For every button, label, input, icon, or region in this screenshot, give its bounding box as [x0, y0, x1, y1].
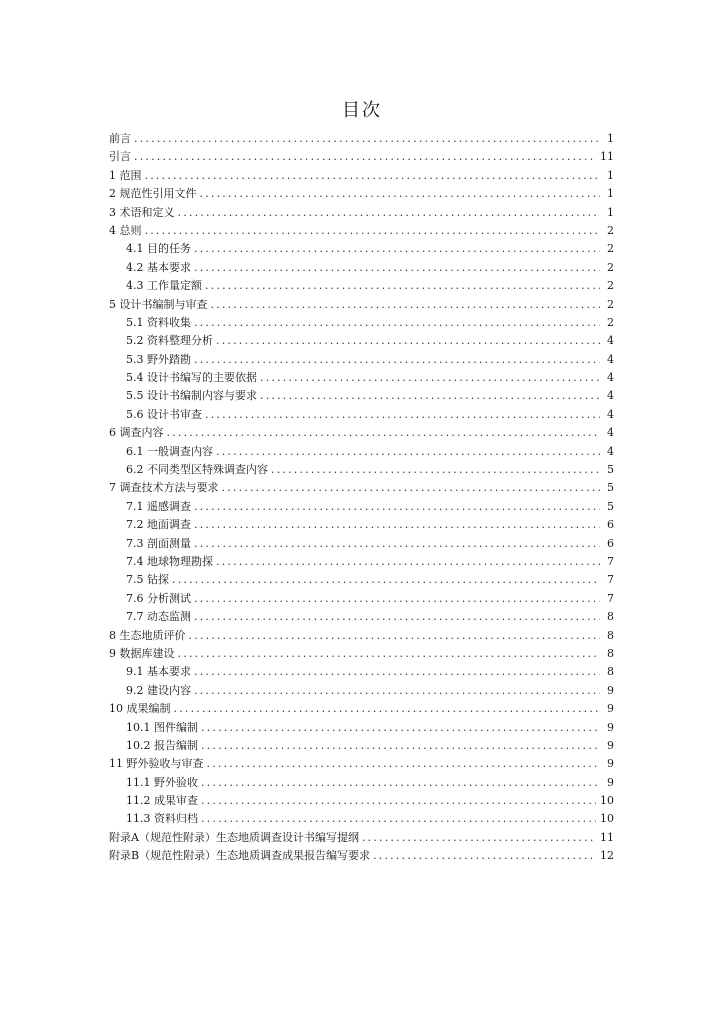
toc-entry-label: 1 范围 — [109, 168, 142, 182]
toc-entry-page-number: 7 — [607, 591, 614, 605]
toc-leader-dots — [194, 259, 600, 277]
toc-leader-dots — [216, 443, 600, 461]
toc-entry-page-number: 5 — [607, 481, 614, 495]
toc-entry-label: 前言 — [109, 132, 131, 145]
toc-leader-dots — [373, 847, 596, 865]
toc-entry-page-number: 9 — [607, 683, 614, 697]
toc-leader-dots — [205, 406, 600, 424]
toc-entry-label: 7.3 剖面测量 — [126, 536, 191, 550]
toc-entry[interactable] — [109, 792, 614, 810]
toc-leader-dots — [207, 755, 601, 773]
toc-entry[interactable] — [109, 296, 614, 314]
toc-leader-dots — [174, 700, 601, 718]
toc-entry[interactable] — [109, 479, 614, 497]
toc-entry-label: 4.2 基本要求 — [126, 260, 191, 274]
toc-entry-page-number: 2 — [607, 260, 614, 274]
toc-leader-dots — [201, 737, 600, 755]
toc-entry-page-number: 1 — [607, 187, 614, 201]
toc-entry[interactable] — [109, 259, 614, 277]
toc-leader-dots — [194, 240, 600, 258]
toc-entry-page-number: 4 — [607, 389, 614, 403]
toc-entry-label: 4.3 工作量定额 — [126, 279, 202, 293]
toc-entry-label: 5.2 资料整理分析 — [126, 334, 213, 348]
toc-entry-label: 4.1 目的任务 — [126, 242, 191, 256]
toc-leader-dots — [201, 719, 600, 737]
toc-leader-dots — [216, 332, 600, 350]
toc-entry-label: 3 术语和定义 — [109, 205, 175, 219]
toc-entry-page-number: 5 — [607, 499, 614, 513]
toc-entry[interactable] — [109, 719, 614, 737]
toc-entry[interactable] — [109, 130, 614, 148]
toc-entry-page-number: 9 — [607, 702, 614, 716]
toc-entry-page-number: 2 — [607, 242, 614, 256]
toc-entry-label: 4 总则 — [109, 223, 142, 237]
toc-entry[interactable] — [109, 810, 614, 828]
toc-leader-dots — [271, 461, 600, 479]
toc-entry[interactable] — [109, 645, 614, 663]
toc-entry-label: 7.1 遥感调查 — [126, 499, 191, 513]
toc-leader-dots — [194, 608, 600, 626]
toc-leader-dots — [134, 148, 596, 166]
toc-entry[interactable] — [109, 387, 614, 405]
toc-entry-page-number: 4 — [607, 444, 614, 458]
toc-entry[interactable] — [109, 424, 614, 442]
toc-entry-page-number: 1 — [607, 168, 614, 182]
toc-leader-dots — [194, 682, 600, 700]
toc-entry[interactable] — [109, 755, 614, 773]
toc-entry-label: 7.2 地面调查 — [126, 518, 191, 532]
toc-entry-page-number: 9 — [607, 738, 614, 752]
toc-entry[interactable] — [109, 700, 614, 718]
toc-leader-dots — [260, 369, 600, 387]
toc-entry-label: 5.3 野外踏勘 — [126, 352, 191, 366]
toc-entry-label: 附录A（规范性附录）生态地质调查设计书编写提纲 — [109, 830, 359, 844]
toc-entry-page-number: 2 — [607, 223, 614, 237]
toc-entry-label: 9.2 建设内容 — [126, 683, 191, 697]
toc-entry[interactable] — [109, 663, 614, 681]
toc-entry-label: 11.2 成果审查 — [126, 794, 198, 808]
toc-entry-page-number: 7 — [607, 573, 614, 587]
toc-entry-label: 9.1 基本要求 — [126, 665, 191, 679]
toc-leader-dots — [201, 774, 600, 792]
toc-entry[interactable] — [109, 571, 614, 589]
toc-entry-page-number: 10 — [600, 794, 614, 808]
toc-entry-page-number: 8 — [607, 628, 614, 642]
toc-entry[interactable] — [109, 314, 614, 332]
toc-leader-dots — [201, 810, 596, 828]
toc-entry-page-number: 6 — [607, 536, 614, 550]
toc-entry-page-number: 9 — [607, 720, 614, 734]
toc-entry-page-number: 8 — [607, 610, 614, 624]
toc-entry[interactable] — [109, 516, 614, 534]
toc-entry[interactable] — [109, 406, 614, 424]
toc-entry-page-number: 2 — [607, 279, 614, 293]
toc-entry-page-number: 8 — [607, 646, 614, 660]
toc-title: 目次 — [342, 100, 382, 121]
toc-entry-label: 9 数据库建设 — [109, 646, 175, 660]
toc-entry[interactable] — [109, 185, 614, 203]
toc-leader-dots — [189, 627, 601, 645]
toc-entry[interactable] — [109, 498, 614, 516]
toc-leader-dots — [194, 590, 600, 608]
toc-leader-dots — [260, 387, 600, 405]
toc-entry[interactable] — [109, 222, 614, 240]
toc-entry[interactable] — [109, 774, 614, 792]
toc-entry-page-number: 11 — [600, 150, 614, 164]
toc-entry-label: 7 调查技术方法与要求 — [109, 481, 219, 495]
toc-entry-page-number: 12 — [600, 849, 614, 863]
toc-entry-page-number: 7 — [607, 554, 614, 568]
toc-entry-page-number: 6 — [607, 518, 614, 532]
toc-entry-label: 5.6 设计书审查 — [126, 407, 202, 421]
toc-entry[interactable] — [109, 277, 614, 295]
toc-leader-dots — [178, 645, 601, 663]
toc-leader-dots — [194, 535, 600, 553]
toc-entry-page-number: 2 — [607, 315, 614, 329]
toc-entry-label: 5.1 资料收集 — [126, 315, 191, 329]
toc-entry-page-number: 8 — [607, 665, 614, 679]
toc-leader-dots — [167, 424, 601, 442]
toc-entry-page-number: 9 — [607, 775, 614, 789]
toc-leader-dots — [194, 351, 600, 369]
toc-entry[interactable] — [109, 682, 614, 700]
toc-entry[interactable] — [109, 351, 614, 369]
toc-entry[interactable] — [109, 148, 614, 166]
toc-entry-label: 6 调查内容 — [109, 426, 164, 440]
toc-leader-dots — [201, 792, 596, 810]
toc-entry[interactable] — [109, 332, 614, 350]
toc-entry-label: 2 规范性引用文件 — [109, 187, 197, 201]
toc-entry-page-number: 1 — [607, 132, 614, 145]
toc-leader-dots — [216, 553, 600, 571]
toc-entry-page-number: 5 — [607, 463, 614, 477]
toc-entry[interactable] — [109, 443, 614, 461]
toc-leader-dots — [145, 167, 601, 185]
toc-entry[interactable] — [109, 240, 614, 258]
toc-entry-label: 引言 — [109, 150, 131, 164]
toc-leader-dots — [200, 185, 601, 203]
toc-entry[interactable] — [109, 535, 614, 553]
toc-entry[interactable] — [109, 553, 614, 571]
toc-leader-dots — [178, 204, 601, 222]
toc-entry-label: 10 成果编制 — [109, 702, 171, 716]
toc-entry-label: 6.1 一般调查内容 — [126, 444, 213, 458]
toc-entry-label: 8 生态地质评价 — [109, 628, 186, 642]
toc-leader-dots — [205, 277, 600, 295]
toc-leader-dots — [194, 498, 600, 516]
toc-leader-dots — [145, 222, 601, 240]
toc-leader-dots — [134, 130, 600, 148]
toc-entry-page-number: 2 — [607, 297, 614, 311]
toc-entry[interactable] — [109, 847, 614, 865]
toc-entry-label: 5 设计书编制与审查 — [109, 297, 208, 311]
toc-leader-dots — [222, 479, 601, 497]
toc-entry-page-number: 10 — [600, 812, 614, 826]
toc-entry[interactable] — [109, 369, 614, 387]
toc-entry-page-number: 4 — [607, 426, 614, 440]
table-of-contents — [109, 130, 614, 866]
toc-leader-dots — [194, 314, 600, 332]
toc-entry-page-number: 1 — [607, 205, 614, 219]
toc-entry[interactable] — [109, 167, 614, 185]
toc-entry-label: 7.5 钻探 — [126, 573, 169, 587]
toc-entry-page-number: 9 — [607, 757, 614, 771]
toc-leader-dots — [194, 663, 600, 681]
toc-entry-label: 11.1 野外验收 — [126, 775, 198, 789]
toc-leader-dots — [362, 829, 596, 847]
toc-leader-dots — [194, 516, 600, 534]
toc-entry[interactable] — [109, 204, 614, 222]
toc-entry-page-number: 4 — [607, 352, 614, 366]
toc-entry-label: 7.6 分析测试 — [126, 591, 191, 605]
toc-leader-dots — [211, 296, 601, 314]
toc-entry[interactable] — [109, 608, 614, 626]
toc-entry[interactable] — [109, 829, 614, 847]
toc-entry-label: 5.4 设计书编写的主要依据 — [126, 371, 257, 385]
toc-entry[interactable] — [109, 590, 614, 608]
toc-entry-label: 10.2 报告编制 — [126, 738, 198, 752]
toc-entry-label: 6.2 不同类型区特殊调查内容 — [126, 463, 268, 477]
toc-entry-page-number: 4 — [607, 334, 614, 348]
toc-entry-page-number: 4 — [607, 407, 614, 421]
toc-entry-label: 7.4 地球物理勘探 — [126, 554, 213, 568]
toc-entry-label: 5.5 设计书编制内容与要求 — [126, 389, 257, 403]
toc-entry-label: 附录B（规范性附录）生态地质调查成果报告编写要求 — [109, 849, 371, 863]
toc-entry-label: 11 野外验收与审查 — [109, 757, 204, 771]
toc-entry-label: 11.3 资料归档 — [126, 812, 198, 826]
toc-entry[interactable] — [109, 737, 614, 755]
toc-entry-page-number: 11 — [600, 830, 614, 844]
toc-entry-label: 10.1 图件编制 — [126, 720, 198, 734]
toc-entry[interactable] — [109, 627, 614, 645]
toc-entry-page-number: 4 — [607, 371, 614, 385]
toc-leader-dots — [172, 571, 600, 589]
toc-entry-label: 7.7 动态监测 — [126, 610, 191, 624]
toc-entry[interactable] — [109, 461, 614, 479]
